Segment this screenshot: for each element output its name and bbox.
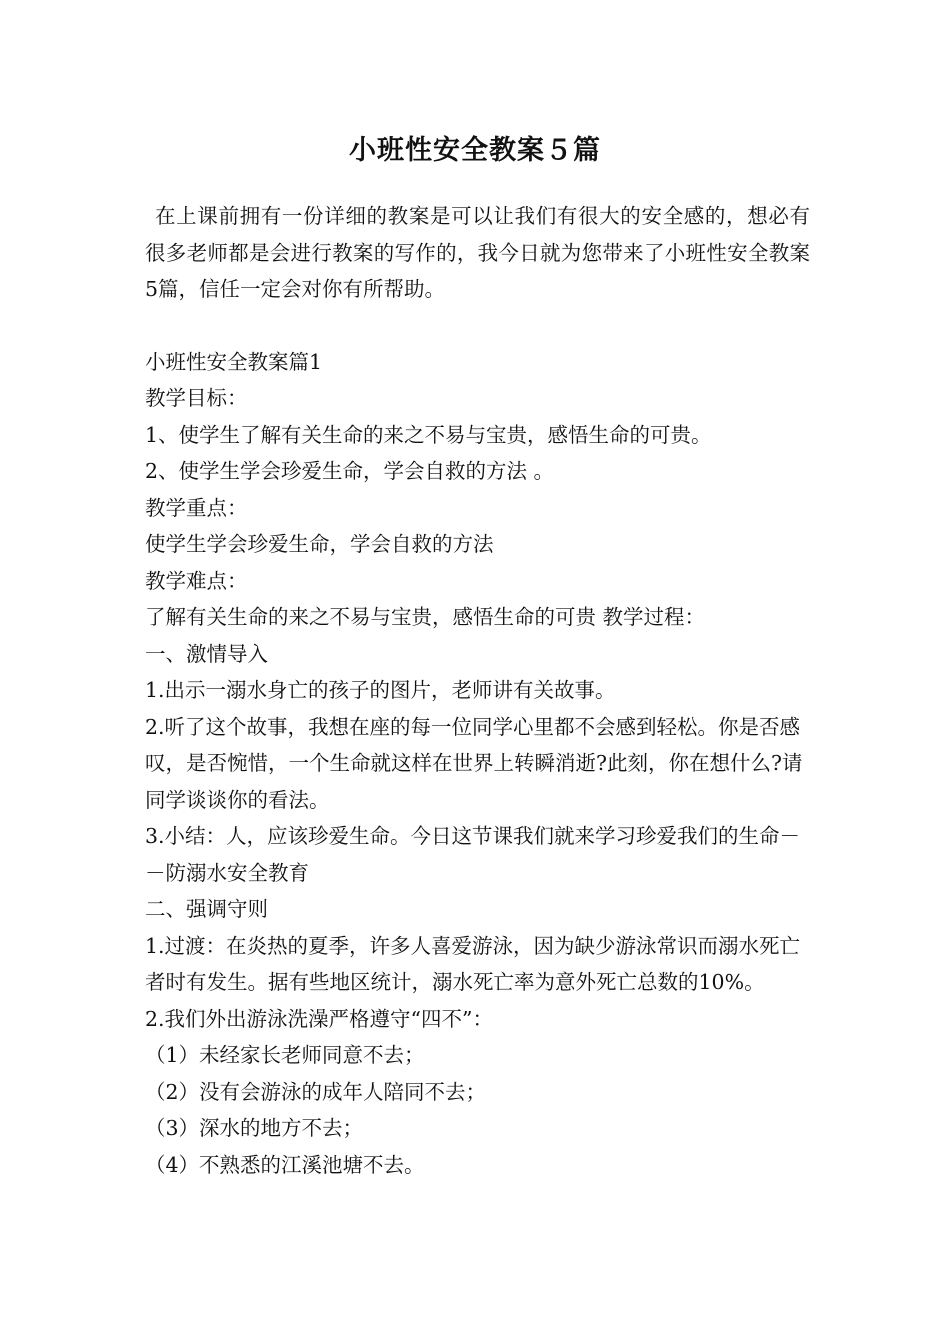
- document-body: [145, 198, 810, 1183]
- part-one-heading: 一、激情导入: [145, 641, 268, 666]
- intro-paragraph: 在上课前拥有一份详细的教案是可以让我们有很大的安全感的，想必有很多老师都是会进行教案的写作的，我今日就为您带来了小班性安全教案5篇，信任一定会对你有所帮助。: [145, 204, 810, 301]
- rule-item-4: （4）不熟悉的江溪池塘不去。: [145, 1152, 425, 1177]
- paragraph-spacer: [145, 308, 810, 344]
- teaching-goals-label: 教学目标：: [145, 386, 248, 410]
- document-title: 小班性安全教案５篇: [349, 135, 601, 166]
- rule-item-1: （1）未经家长老师同意不去；: [145, 1043, 425, 1067]
- part-one-item-1: 1.出示一溺水身亡的孩子的图片，老师讲有关故事。: [145, 678, 616, 702]
- part-one-item-2: 2.听了这个故事，我想在座的每一位同学心里都不会感到轻松。你是否感叹，是否惋惜，一个生命就这样在世界上转瞬消逝?此刻，你在想什么?请同学谈谈你的看法。: [145, 714, 803, 812]
- part-two-heading: 二、强调守则: [145, 897, 268, 921]
- rule-item-3: （3）深水的地方不去；: [145, 1116, 364, 1140]
- key-point-label: 教学重点：: [145, 495, 248, 520]
- section-heading: 小班性安全教案篇1: [145, 349, 323, 374]
- goal-item-1: 1、使学生了解有关生命的来之不易与宝贵，感悟生命的可贵。: [145, 422, 712, 447]
- difficulty-label: 教学难点：: [145, 568, 248, 593]
- key-point-text: 使学生学会珍爱生命，学会自救的方法: [145, 532, 494, 556]
- rule-item-2: （2）没有会游泳的成年人陪同不去；: [145, 1079, 487, 1104]
- part-two-item-2: 2.我们外出游泳洗澡严格遵守“四不”：: [145, 1006, 494, 1031]
- part-one-item-3: 3.小结：人，应该珍爱生命。今日这节课我们就来学习珍爱我们的生命－－防溺水安全教育: [145, 824, 801, 885]
- difficulty-text: 了解有关生命的来之不易与宝贵，感悟生命的可贵 教学过程：: [145, 605, 706, 629]
- part-two-item-1: 1.过渡：在炎热的夏季，许多人喜爱游泳，因为缺少游泳常识而溺水死亡者时有发生。据有些地区统计，溺水死亡率为意外死亡总数的10%。: [145, 933, 801, 994]
- goal-item-2: 2、使学生学会珍爱生命，学会自救的方法 。: [145, 459, 555, 483]
